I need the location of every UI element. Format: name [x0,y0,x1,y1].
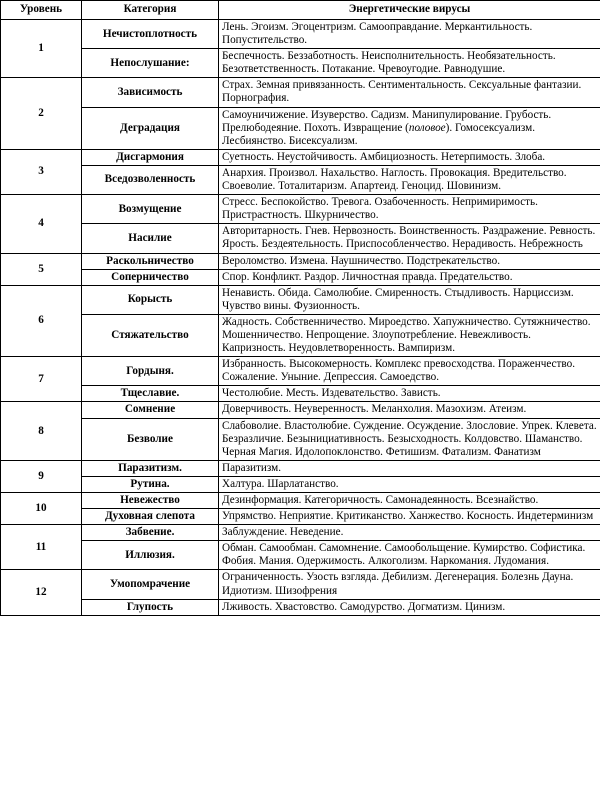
table-row [1,49,600,78]
table-row [1,460,600,476]
table-row [1,357,600,386]
viruses-cell: Заблуждение. Неведение. [219,525,600,541]
level-cell: 11 [1,525,82,570]
table-row [1,541,600,570]
table-row [1,269,600,285]
level-cell: 10 [1,493,82,525]
category-cell: Зависимость [82,78,219,107]
viruses-cell: Страх. Земная привязанность. Сентиментальность. Сексуальные фантазии. Порнография. [219,78,600,107]
table-row [1,509,600,525]
level-cell: 7 [1,357,82,402]
viruses-cell: Паразитизм. [219,460,600,476]
category-cell: Умопомрачение [82,570,219,599]
table-row [1,253,600,269]
viruses-cell: Жадность. Собственничество. Мироедство. Хапужничество. Сутяжничество. Мошенничество. Непрощение. Злоупотребление. Невежливость. Капризность. Неудовлетворенность. Вампиризм. [219,314,600,356]
category-cell: Дисгармония [82,149,219,165]
viruses-cell: Ограниченность. Узость взгляда. Дебилизм. Дегенерация. Болезнь Дауна. Идиотизм. Шизофрения [219,570,600,599]
viruses-cell: Слабоволие. Властолюбие. Суждение. Осуждение. Злословие. Упрек. Клевета. Безразличие. Безынициативность. Безысходность. Колдовство. Шаманство. Черная Магия. Идолопоклонство. Фетишизм. Фатализм. Фанатизм [219,418,600,460]
table-row [1,195,600,224]
table-row [1,599,600,615]
viruses-fragment: ). Гомосексуализм. Лесбиянство. Бисексуализм. [222,121,536,147]
category-cell: Нечистоплотность [82,20,219,49]
level-cell: 3 [1,149,82,194]
viruses-cell: Избранность. Высокомерность. Комплекс превосходства. Пораженчество. Сожаление. Уныние. Депрессия. Самоедство. [219,357,600,386]
header-viruses: Энергетические вирусы [219,1,600,20]
category-cell: Насилие [82,224,219,253]
table-row [1,402,600,418]
level-cell: 6 [1,285,82,356]
header-category: Категория [82,1,219,20]
table-row [1,493,600,509]
viruses-cell: Упрямство. Неприятие. Критиканство. Ханжество. Косность. Индетерминизм [219,509,600,525]
level-cell: 4 [1,195,82,253]
table-row [1,525,600,541]
viruses-cell: Беспечность. Беззаботность. Неисполнительность. Необязательность. Безответственность. Потакание. Чревоугодие. Равнодушие. [219,49,600,78]
category-cell: Иллюзия. [82,541,219,570]
level-cell: 1 [1,20,82,78]
category-cell: Непослушание: [82,49,219,78]
category-cell: Забвение. [82,525,219,541]
viruses-cell: Спор. Конфликт. Раздор. Личностная правда. Предательство. [219,269,600,285]
viruses-cell: Доверчивость. Неуверенность. Меланхолия. Мазохизм. Атеизм. [219,402,600,418]
category-cell: Раскольничество [82,253,219,269]
table-row [1,476,600,492]
viruses-fragment: Самоуничижение. Изуверство. Садизм. Манипулирование. Грубость. Прелюбодеяние. Похоть. Извращение ( [222,108,552,134]
table-row [1,78,600,107]
header-level: Уровень [1,1,82,20]
viruses-cell: Анархия. Произвол. Нахальство. Наглость. Провокация. Вредительство. Своеволие. Тоталитаризм. Апартеид. Геноцид. Шовинизм. [219,165,600,194]
category-cell: Соперничество [82,269,219,285]
table-row [1,314,600,356]
viruses-cell: Халтура. Шарлатанство. [219,476,600,492]
level-cell: 5 [1,253,82,285]
category-cell: Гордыня. [82,357,219,386]
category-cell: Сомнение [82,402,219,418]
category-cell: Деградация [82,107,219,149]
viruses-cell: Дезинформация. Категоричность. Самонадеянность. Всезнайство. [219,493,600,509]
category-cell: Духовная слепота [82,509,219,525]
table-row [1,570,600,599]
viruses-cell: Стресс. Беспокойство. Тревога. Озабоченность. Непримиримость. Пристрастность. Шкурничество. [219,195,600,224]
header-row [1,1,600,20]
viruses-cell: Честолюбие. Месть. Издевательство. Зависть. [219,386,600,402]
viruses-cell [219,107,600,149]
table-row [1,165,600,194]
viruses-cell: Суетность. Неустойчивость. Амбициозность. Нетерпимость. Злоба. [219,149,600,165]
viruses-italic-fragment: половое [408,121,446,134]
viruses-cell: Лживость. Хвастовство. Самодурство. Догматизм. Цинизм. [219,599,600,615]
viruses-cell: Обман. Самообман. Самомнение. Самообольщение. Кумирство. Софистика. Фобия. Мания. Одержимость. Алкоголизм. Наркомания. Лудомания. [219,541,600,570]
table-row [1,386,600,402]
table-body [1,20,600,616]
category-cell: Стяжательство [82,314,219,356]
viruses-cell: Лень. Эгоизм. Эгоцентризм. Самооправдание. Меркантильность. Попустительство. [219,20,600,49]
viruses-cell: Ненависть. Обида. Самолюбие. Смиренность. Стыдливость. Нарциссизм. Чувство вины. Фузионность. [219,285,600,314]
category-cell: Возмущение [82,195,219,224]
category-cell: Глупость [82,599,219,615]
table-row [1,418,600,460]
level-cell: 12 [1,570,82,615]
level-cell: 8 [1,402,82,460]
level-cell: 9 [1,460,82,492]
table-row [1,285,600,314]
category-cell: Корысть [82,285,219,314]
level-cell: 2 [1,78,82,149]
table-row [1,149,600,165]
category-cell: Вседозволенность [82,165,219,194]
category-cell: Паразитизм. [82,460,219,476]
category-cell: Безволие [82,418,219,460]
viruses-cell: Вероломство. Измена. Наушничество. Подстрекательство. [219,253,600,269]
category-cell: Тщеславие. [82,386,219,402]
table-row [1,224,600,253]
table-row [1,20,600,49]
table-row [1,107,600,149]
category-cell: Невежество [82,493,219,509]
viruses-cell: Авторитарность. Гнев. Нервозность. Воинственность. Раздражение. Ревность. Ярость. Бездеятельность. Приспособленчество. Нерадивость. Небрежность [219,224,600,253]
category-cell: Рутина. [82,476,219,492]
